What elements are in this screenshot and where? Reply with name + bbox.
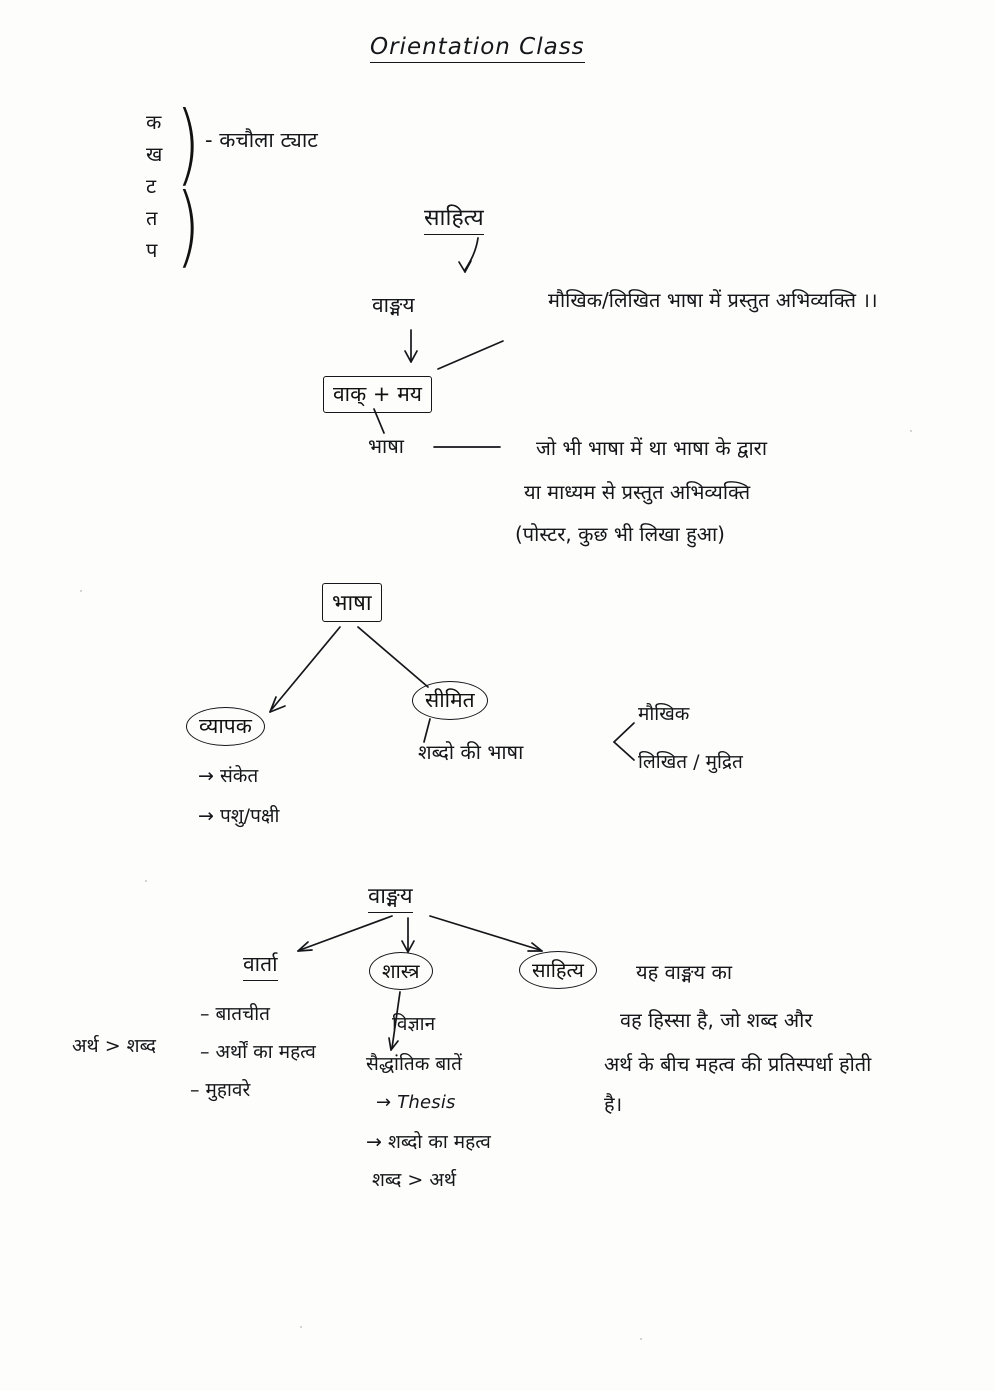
varta-item-1: – अर्थों का महत्व xyxy=(200,1041,316,1063)
node-shastra: शास्त्र xyxy=(369,952,433,990)
node-varta: वार्ता xyxy=(243,950,278,981)
simit-item-1: लिखित / मुद्रित xyxy=(638,751,743,773)
left-column-note: - कचौला ट्याट xyxy=(205,128,318,152)
varta-item-2: – मुहावरे xyxy=(190,1079,251,1101)
brace-glyph: ) xyxy=(176,92,201,195)
paper-speck xyxy=(80,590,82,592)
sahitya-note-0: यह वाङ्मय का xyxy=(636,960,733,984)
varta-side-label: अर्थ > शब्द xyxy=(72,1035,156,1057)
bhasha-note-line1: जो भी भाषा में था भाषा के द्वारा xyxy=(536,436,768,460)
varta-item-0: – बातचीत xyxy=(200,1003,270,1025)
left-letter-1: ख xyxy=(146,142,163,166)
bhasha-note-line2: या माध्यम से प्रस्तुत अभिव्यक्ति xyxy=(524,480,751,504)
left-letter-3: त xyxy=(146,206,158,230)
page-title: Orientation Class xyxy=(370,34,585,63)
node-vangmay-root: वाङ्मय xyxy=(368,880,413,913)
node-simit: सीमित xyxy=(412,681,488,720)
paper-speck xyxy=(145,880,147,882)
vyapak-item-0: → संकेत xyxy=(198,765,259,787)
left-letter-0: क xyxy=(146,110,162,134)
node-bhasha-root: भाषा xyxy=(322,583,382,622)
paper-speck xyxy=(910,430,912,432)
simit-item-0: मौखिक xyxy=(638,703,690,725)
bhasha-note-line3: (पोस्टर, कुछ भी लिखा हुआ) xyxy=(515,522,725,546)
left-letter-2: ट xyxy=(146,174,157,198)
box-vaak-may: वाक् + मय xyxy=(323,376,432,413)
simit-sub-label: शब्दो की भाषा xyxy=(418,740,524,764)
sahitya-note-1: वह हिस्सा है, जो शब्द और xyxy=(620,1008,813,1032)
shastra-item-3: → शब्दो का महत्व xyxy=(366,1131,491,1153)
paper-speck xyxy=(640,1338,642,1340)
sahitya-note-2: अर्थ के बीच महत्व की प्रतिस्पर्धा होती xyxy=(604,1052,872,1076)
shastra-item-1: सैद्धांतिक बातें xyxy=(366,1053,462,1075)
sahitya-definition-line1: मौखिक/लिखित भाषा में प्रस्तुत अभिव्यक्ति ।। xyxy=(548,288,878,312)
sahitya-note-3: है। xyxy=(604,1092,623,1116)
shastra-item-0: विज्ञान xyxy=(392,1013,436,1035)
shastra-item-2: → Thesis xyxy=(376,1092,456,1113)
label-vangmay: वाङ्मय xyxy=(372,293,415,317)
node-sahitya-bottom: साहित्य xyxy=(519,951,597,989)
node-vyapak: व्यापक xyxy=(186,707,265,746)
shastra-item-4: शब्द > अर्थ xyxy=(372,1169,456,1191)
heading-sahitya: साहित्य xyxy=(424,200,484,235)
vyapak-item-1: → पशु/पक्षी xyxy=(198,805,280,827)
paper-speck xyxy=(300,1326,302,1328)
left-letter-4: प xyxy=(146,238,158,262)
label-bhasha-small: भाषा xyxy=(368,434,404,458)
brace-glyph-lower: ) xyxy=(176,174,201,277)
